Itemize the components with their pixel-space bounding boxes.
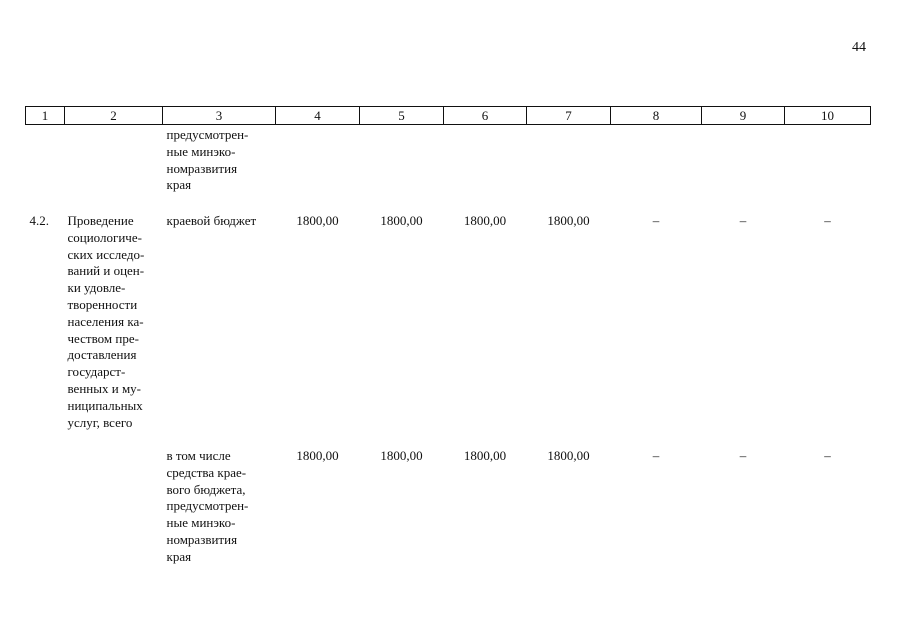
dash-cell: –	[739, 213, 747, 228]
source-line: предусмотрен-	[166, 127, 249, 142]
continuation-row	[26, 125, 871, 214]
header-col-5: 5	[360, 107, 444, 125]
value-cell: 1800,00	[380, 213, 423, 228]
header-col-8: 8	[611, 107, 702, 125]
name-line: ваний и оцен-	[67, 263, 145, 279]
header-col-10: 10	[785, 107, 871, 125]
table-row-4-2	[26, 213, 871, 448]
dash-cell: –	[824, 448, 831, 463]
row-name	[65, 213, 163, 448]
value-cell: 1800,00	[463, 448, 507, 463]
header-col-9: 9	[702, 107, 785, 125]
source-line: ные минэко-	[166, 515, 236, 531]
source-line: номразвития	[166, 531, 238, 547]
header-col-2: 2	[65, 107, 163, 125]
name-line: ниципальных	[67, 397, 143, 413]
header-col-7: 7	[527, 107, 611, 125]
name-line: венных и му-	[67, 380, 141, 396]
name-line: ских исследо-	[67, 246, 145, 262]
source-line: предусмотрен-	[166, 498, 249, 514]
header-col-3: 3	[163, 107, 276, 125]
row-code: 4.2.	[29, 213, 49, 228]
row-source: краевой бюджет	[166, 213, 257, 228]
name-line: государст-	[67, 364, 126, 380]
header-col-6: 6	[444, 107, 527, 125]
value-cell: 1800,00	[296, 448, 339, 463]
value-cell: 1800,00	[463, 213, 507, 228]
dash-cell: –	[652, 213, 660, 228]
source-line: края	[166, 548, 192, 564]
name-line: социологиче-	[67, 229, 142, 245]
name-line: доставления	[67, 347, 137, 363]
source-line: края	[166, 177, 192, 193]
source-line: вого бюджета,	[166, 481, 246, 497]
name-line: Проведение	[67, 213, 134, 228]
header-row	[26, 107, 871, 125]
dash-cell: –	[739, 448, 747, 463]
page-number: 44	[852, 40, 866, 55]
header-col-1: 1	[26, 107, 65, 125]
value-cell: 1800,00	[547, 213, 590, 228]
dash-cell: –	[824, 213, 831, 228]
row-source-including	[163, 448, 276, 566]
source-line: ные минэко-	[166, 143, 236, 159]
dash-cell: –	[652, 448, 660, 463]
name-line: населения ка-	[67, 313, 144, 329]
header-col-4: 4	[276, 107, 360, 125]
value-cell: 1800,00	[296, 213, 339, 228]
name-line: ки удовле-	[67, 280, 126, 296]
value-cell: 1800,00	[547, 448, 590, 463]
value-cell: 1800,00	[380, 448, 423, 463]
source-line: средства крае-	[166, 464, 247, 480]
source-line: в том числе	[166, 448, 231, 463]
budget-table	[25, 106, 871, 566]
table-row-4-2-including	[26, 448, 871, 566]
name-line: услуг, всего	[67, 414, 133, 430]
name-line: чеством пре-	[67, 330, 139, 346]
continuation-source	[163, 125, 276, 214]
name-line: творенности	[67, 296, 138, 312]
source-line: номразвития	[166, 160, 238, 176]
